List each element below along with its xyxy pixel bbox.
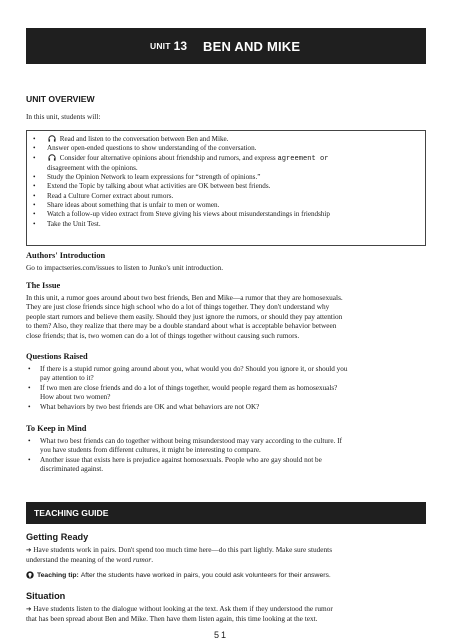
to-keep-in-mind-heading: To Keep in Mind	[26, 424, 87, 433]
list-item: • If two men are close friends and do a lot of things together, would people regard them as homosexuals? How about two women?	[28, 383, 338, 402]
teaching-tip-text: After the students have worked in pairs, you could ask volunteers for their answers.	[80, 571, 331, 579]
list-item: • Read a Culture Corner extract about rumors.	[33, 191, 174, 200]
headphones-icon	[48, 135, 56, 142]
unit-header-banner	[26, 28, 426, 64]
lightbulb-icon	[26, 571, 34, 579]
arrow-right-icon: ➔	[26, 605, 32, 613]
list-item: • If there is a stupid rumor going around about you, what would you do? Should you ignore it, or should you pay attention to it?	[28, 365, 348, 383]
overview-intro: In this unit, students will:	[26, 112, 101, 121]
objectives-list	[27, 131, 425, 229]
list-item: • Answer open-ended questions to show understanding of the conversation.	[33, 144, 257, 153]
list-item: • Read and listen to the conversation between Ben and Mike.	[33, 135, 229, 143]
page-number: 51	[214, 630, 229, 640]
overview-objectives-box	[26, 130, 426, 246]
situation-text: ➔ Have students listen to the dialogue without looking at the text. Ask them if they understood the rumor that has been spread about Ben and Mike. Then have them listen again, this time looking at the text.	[26, 604, 333, 624]
list-item: • Another issue that exists here is prejudice against homosexuals. People who are gay should not be discriminated against.	[28, 455, 322, 474]
arrow-right-icon: ➔	[26, 546, 32, 554]
questions-list	[26, 365, 426, 412]
list-item: • Consider four alternative opinions about friendship and rumors, and express agreement or disagreement with the opinions.	[33, 153, 329, 172]
getting-ready-heading: Getting Ready	[26, 532, 89, 542]
unit-overview-heading: UNIT OVERVIEW	[26, 94, 95, 104]
questions-raised-heading: Questions Raised	[26, 352, 88, 361]
list-item: • What behaviors by two best friends are OK and what behaviors are not OK?	[28, 402, 260, 411]
situation-heading: Situation	[26, 591, 66, 601]
teaching-guide-banner	[26, 502, 426, 524]
getting-ready-text: ➔ Have students work in pairs. Don't spend too much time here—do this part lightly. Make sure students understand the meaning of the word rumor.	[26, 545, 333, 565]
the-issue-paragraph: In this unit, a rumor goes around about two best friends, Ben and Mike—a rumor that they are homosexuals. They are just close friends since high school who do a lot of things together. They don't understand why people start rumors and believe them easily. Should they just ignore the rumors, or should they pay attention to them? Also, they realize that there may be a double standard about what is acceptable behavior between close friends; that is, two women can do a lot of things together without causing such rumors.	[26, 293, 343, 340]
teaching-tip-label: Teaching tip:	[37, 571, 79, 579]
teaching-tip	[26, 571, 331, 579]
list-item: • Study the Opinion Network to learn expressions for “strength of opinions.”	[33, 173, 261, 182]
the-issue-heading: The Issue	[26, 281, 61, 290]
unit-label: UNIT	[150, 41, 171, 51]
unit-title: BEN AND MIKE	[203, 38, 301, 54]
teaching-guide-title: TEACHING GUIDE	[34, 508, 109, 518]
list-item: • Extend the Topic by talking about what activities are OK between best friends.	[33, 182, 271, 191]
list-item: • Take the Unit Test.	[33, 219, 101, 228]
authors-introduction-text: Go to impactseries.com/issues to listen to Junko's unit introduction.	[26, 263, 224, 272]
list-item: • Watch a follow-up video extract from Steve giving his views about misunderstandings in friendship	[33, 210, 330, 219]
authors-introduction-heading: Authors' Introduction	[26, 251, 106, 260]
list-item: • Share ideas about something that is unfair to men or women.	[33, 201, 220, 210]
keep-in-mind-list	[26, 437, 426, 475]
unit-number: 13	[173, 39, 187, 53]
headphones-icon	[48, 154, 56, 161]
list-item: • What two best friends can do together without being misunderstood may vary according to the culture. If you have students from different cultures, it might be interesting to compare.	[28, 437, 342, 455]
